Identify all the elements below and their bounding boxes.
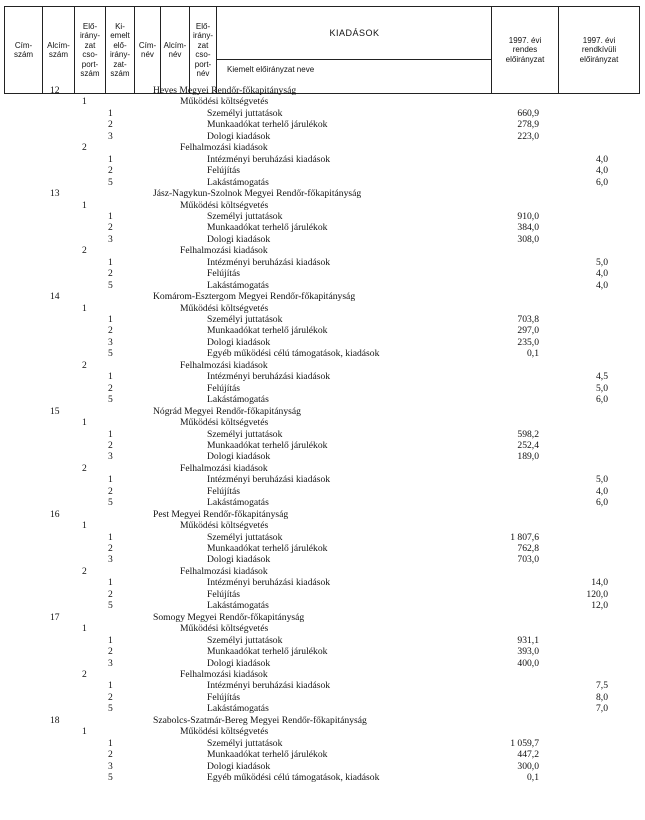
rendes-eloiranyzat-value: 910,0 — [517, 210, 539, 222]
table-row — [0, 325, 645, 336]
alcim-szam: 1 — [82, 623, 87, 635]
table-row — [0, 509, 645, 520]
table-row — [0, 703, 645, 714]
rendes-eloiranyzat-value: 384,0 — [517, 222, 539, 234]
rendkivuli-eloiranyzat-value: 5,0 — [596, 382, 608, 394]
rendes-eloiranyzat-value: 598,2 — [517, 428, 539, 440]
table-row — [0, 497, 645, 508]
rendes-eloiranyzat-value: 300,0 — [517, 760, 539, 772]
header-kiemelt-eloiranyzat-neve: Kiemelt előirányzat neve — [227, 65, 315, 74]
cim-szam: 17 — [50, 611, 60, 623]
table-row — [0, 165, 645, 176]
row-label: Felújítás — [207, 691, 241, 703]
row-label: Felújítás — [207, 588, 241, 600]
table-row — [0, 142, 645, 153]
kiemelt-eloiranyzat-szam: 2 — [108, 268, 113, 280]
alcim-szam: 1 — [82, 726, 87, 738]
alcim-szam: 2 — [82, 565, 87, 577]
table-row — [0, 394, 645, 405]
row-label: Működési költségvetés — [180, 623, 269, 635]
row-label: Lakástámogatás — [207, 600, 269, 612]
row-label: Egyéb működési célú támogatások, kiadások — [207, 772, 380, 783]
cim-szam: 18 — [50, 714, 60, 726]
kiemelt-eloiranyzat-szam: 2 — [108, 222, 113, 234]
table-row — [0, 612, 645, 623]
kiemelt-eloiranyzat-szam: 1 — [108, 737, 113, 749]
rendes-eloiranyzat-value: 447,2 — [517, 749, 539, 761]
table-row — [0, 154, 645, 165]
table-row — [0, 451, 645, 462]
kiemelt-eloiranyzat-szam: 1 — [108, 314, 113, 325]
rendkivuli-eloiranyzat-value: 4,0 — [596, 165, 608, 177]
table-row — [0, 658, 645, 669]
row-label: Pest Megyei Rendőr-főkapitányság — [153, 508, 289, 520]
table-row — [0, 761, 645, 772]
row-label: Lakástámogatás — [207, 176, 269, 188]
row-label: Munkaadókat terhelő járulékok — [207, 749, 328, 761]
rendes-eloiranyzat-value: 308,0 — [517, 233, 539, 245]
row-label: Munkaadókat terhelő járulékok — [207, 119, 328, 131]
kiemelt-eloiranyzat-szam: 3 — [108, 336, 113, 348]
kiemelt-eloiranyzat-szam: 5 — [108, 176, 113, 188]
row-label: Munkaadókat terhelő járulékok — [207, 439, 328, 451]
row-label: Felhalmozási kiadások — [180, 142, 268, 154]
kiemelt-eloiranyzat-szam: 2 — [108, 119, 113, 131]
kiemelt-eloiranyzat-szam: 2 — [108, 646, 113, 658]
table-row — [0, 337, 645, 348]
row-label: Egyéb működési célú támogatások, kiadások — [207, 348, 380, 360]
rendes-eloiranyzat-value: 703,0 — [517, 554, 539, 566]
row-label: Működési költségvetés — [180, 302, 269, 314]
kiemelt-eloiranyzat-szam: 5 — [108, 497, 113, 509]
kiemelt-eloiranyzat-szam: 3 — [108, 233, 113, 245]
row-label: Lakástámogatás — [207, 497, 269, 509]
cim-szam: 15 — [50, 405, 60, 417]
table-row — [0, 738, 645, 749]
kiemelt-eloiranyzat-szam: 1 — [108, 428, 113, 440]
table-row — [0, 577, 645, 588]
kiemelt-eloiranyzat-szam: 1 — [108, 680, 113, 692]
table-row — [0, 440, 645, 451]
row-label: Dologi kiadások — [207, 451, 271, 463]
rendkivuli-eloiranyzat-value: 12,0 — [591, 600, 608, 612]
row-label: Dologi kiadások — [207, 233, 271, 245]
table-row — [0, 303, 645, 314]
table-row — [0, 429, 645, 440]
kiemelt-eloiranyzat-szam: 1 — [108, 153, 113, 165]
row-label: Jász-Nagykun-Szolnok Megyei Rendőr-főkapitányság — [153, 188, 362, 200]
rendkivuli-eloiranyzat-value: 7,5 — [596, 680, 608, 692]
row-label: Heves Megyei Rendőr-főkapitányság — [153, 85, 297, 96]
alcim-szam: 1 — [82, 302, 87, 314]
cim-szam: 13 — [50, 188, 60, 200]
kiemelt-eloiranyzat-szam: 2 — [108, 485, 113, 497]
table-row — [0, 566, 645, 577]
row-label: Dologi kiadások — [207, 336, 271, 348]
row-label: Személyi juttatások — [207, 428, 283, 440]
table-row — [0, 635, 645, 646]
kiemelt-eloiranyzat-szam: 5 — [108, 279, 113, 291]
rendkivuli-eloiranyzat-value: 4,0 — [596, 268, 608, 280]
table-row — [0, 463, 645, 474]
table-row — [0, 532, 645, 543]
kiemelt-eloiranyzat-szam: 1 — [108, 531, 113, 543]
row-label: Nógrád Megyei Rendőr-főkapitányság — [153, 405, 301, 417]
table-row — [0, 245, 645, 256]
rendes-eloiranyzat-value: 189,0 — [517, 451, 539, 463]
header-eloiranyzat-csoport-nev: Elő- irány- zat cso- port- név — [190, 7, 217, 93]
table-row — [0, 749, 645, 760]
header-eloiranyzat-csoport-szam: Elő- irány- zat cso- port- szám — [75, 7, 106, 93]
table-row — [0, 257, 645, 268]
kiemelt-eloiranyzat-szam: 5 — [108, 348, 113, 360]
kiemelt-eloiranyzat-szam: 1 — [108, 634, 113, 646]
table-row — [0, 371, 645, 382]
rendkivuli-eloiranyzat-value: 4,0 — [596, 153, 608, 165]
kiemelt-eloiranyzat-szam: 2 — [108, 543, 113, 554]
row-label: Működési költségvetés — [180, 726, 269, 738]
table-row — [0, 417, 645, 428]
table-row — [0, 268, 645, 279]
kiemelt-eloiranyzat-szam: 5 — [108, 772, 113, 783]
row-label: Szabolcs-Szatmár-Bereg Megyei Rendőr-főkapitányság — [153, 714, 367, 726]
row-label: Személyi juttatások — [207, 634, 283, 646]
row-label: Felhalmozási kiadások — [180, 245, 268, 257]
table-row — [0, 314, 645, 325]
table-row — [0, 715, 645, 726]
cim-szam: 12 — [50, 85, 60, 96]
kiemelt-eloiranyzat-szam: 2 — [108, 325, 113, 337]
row-label: Intézményi beruházási kiadások — [207, 474, 331, 486]
table-row — [0, 474, 645, 485]
rendkivuli-eloiranyzat-value: 120,0 — [586, 588, 608, 600]
rendes-eloiranyzat-value: 393,0 — [517, 646, 539, 658]
table-row — [0, 772, 645, 783]
row-label: Felhalmozási kiadások — [180, 668, 268, 680]
rendes-eloiranyzat-value: 0,1 — [527, 772, 539, 783]
row-label: Személyi juttatások — [207, 531, 283, 543]
table-row — [0, 623, 645, 634]
table-row — [0, 600, 645, 611]
kiemelt-eloiranyzat-szam: 5 — [108, 703, 113, 715]
row-label: Dologi kiadások — [207, 554, 271, 566]
row-label: Intézményi beruházási kiadások — [207, 371, 331, 383]
rendkivuli-eloiranyzat-value: 8,0 — [596, 691, 608, 703]
table-row — [0, 692, 645, 703]
rendes-eloiranyzat-value: 235,0 — [517, 336, 539, 348]
table-row — [0, 543, 645, 554]
rendkivuli-eloiranyzat-value: 14,0 — [591, 577, 608, 589]
kiemelt-eloiranyzat-szam: 5 — [108, 600, 113, 612]
kiemelt-eloiranyzat-szam: 3 — [108, 760, 113, 772]
rendes-eloiranyzat-value: 400,0 — [517, 657, 539, 669]
kiemelt-eloiranyzat-szam: 2 — [108, 691, 113, 703]
alcim-szam: 2 — [82, 142, 87, 154]
row-label: Személyi juttatások — [207, 210, 283, 222]
rendes-eloiranyzat-value: 703,8 — [517, 314, 539, 325]
row-label: Felhalmozási kiadások — [180, 565, 268, 577]
kiemelt-eloiranyzat-szam: 3 — [108, 451, 113, 463]
rendes-eloiranyzat-value: 762,8 — [517, 543, 539, 554]
table-row — [0, 520, 645, 531]
row-label: Dologi kiadások — [207, 760, 271, 772]
row-label: Munkaadókat terhelő járulékok — [207, 325, 328, 337]
table-row — [0, 131, 645, 142]
rendkivuli-eloiranyzat-value: 7,0 — [596, 703, 608, 715]
table-row — [0, 348, 645, 359]
row-label: Működési költségvetés — [180, 417, 269, 429]
row-label: Dologi kiadások — [207, 657, 271, 669]
row-label: Lakástámogatás — [207, 394, 269, 406]
alcim-szam: 1 — [82, 417, 87, 429]
rendkivuli-eloiranyzat-value: 4,0 — [596, 279, 608, 291]
kiemelt-eloiranyzat-szam: 2 — [108, 382, 113, 394]
header-kiadasok: KIADÁSOK — [329, 28, 380, 38]
row-label: Felújítás — [207, 165, 241, 177]
header-rendkivuli-eloiranyzat: 1997. évi rendkívüli előirányzat — [579, 35, 619, 64]
row-label: Munkaadókat terhelő járulékok — [207, 646, 328, 658]
table-row — [0, 726, 645, 737]
rendkivuli-eloiranyzat-value: 4,0 — [596, 485, 608, 497]
table-row — [0, 200, 645, 211]
header-alcim-szam: Alcím- szám — [43, 7, 75, 93]
header-cim-nev: Cím- név — [135, 7, 161, 93]
row-label: Személyi juttatások — [207, 314, 283, 325]
alcim-szam: 2 — [82, 245, 87, 257]
table-row — [0, 119, 645, 130]
alcim-szam: 1 — [82, 96, 87, 108]
table-row — [0, 188, 645, 199]
row-label: Munkaadókat terhelő járulékok — [207, 543, 328, 554]
kiemelt-eloiranyzat-szam: 2 — [108, 439, 113, 451]
kiemelt-eloiranyzat-szam: 2 — [108, 588, 113, 600]
table-header — [4, 6, 640, 94]
alcim-szam: 1 — [82, 199, 87, 211]
row-label: Intézményi beruházási kiadások — [207, 577, 331, 589]
kiemelt-eloiranyzat-szam: 1 — [108, 107, 113, 119]
rendkivuli-eloiranyzat-value: 6,0 — [596, 176, 608, 188]
kiemelt-eloiranyzat-szam: 5 — [108, 394, 113, 406]
rendes-eloiranyzat-value: 931,1 — [517, 634, 539, 646]
table-row — [0, 554, 645, 565]
table-row — [0, 406, 645, 417]
row-label: Komárom-Esztergom Megyei Rendőr-főkapitányság — [153, 291, 356, 303]
rendkivuli-eloiranyzat-value: 5,0 — [596, 256, 608, 268]
table-row — [0, 211, 645, 222]
row-label: Felújítás — [207, 382, 241, 394]
table-row — [0, 177, 645, 188]
alcim-szam: 2 — [82, 359, 87, 371]
header-kiemelt-eloiranyzat-szam: Ki- emelt elő- irány- zat- szám — [106, 7, 135, 93]
row-label: Személyi juttatások — [207, 107, 283, 119]
rendes-eloiranyzat-value: 223,0 — [517, 130, 539, 142]
kiemelt-eloiranyzat-szam: 1 — [108, 210, 113, 222]
row-label: Intézményi beruházási kiadások — [207, 153, 331, 165]
row-label: Felhalmozási kiadások — [180, 359, 268, 371]
kiemelt-eloiranyzat-szam: 3 — [108, 130, 113, 142]
kiemelt-eloiranyzat-szam: 3 — [108, 657, 113, 669]
header-divider — [217, 59, 492, 60]
header-cim-szam: Cím- szám — [5, 7, 43, 93]
table-row — [0, 589, 645, 600]
table-row — [0, 646, 645, 657]
table-row — [0, 222, 645, 233]
rendkivuli-eloiranyzat-value: 6,0 — [596, 394, 608, 406]
row-label: Intézményi beruházási kiadások — [207, 256, 331, 268]
table-row — [0, 486, 645, 497]
table-row — [0, 96, 645, 107]
table-row — [0, 291, 645, 302]
row-label: Működési költségvetés — [180, 96, 269, 108]
rendes-eloiranyzat-value: 252,4 — [517, 439, 539, 451]
rendes-eloiranyzat-value: 278,9 — [517, 119, 539, 131]
rendkivuli-eloiranyzat-value: 4,5 — [596, 371, 608, 383]
alcim-szam: 2 — [82, 668, 87, 680]
table-row — [0, 234, 645, 245]
kiemelt-eloiranyzat-szam: 1 — [108, 256, 113, 268]
row-label: Felhalmozási kiadások — [180, 462, 268, 474]
row-label: Lakástámogatás — [207, 279, 269, 291]
row-label: Intézményi beruházási kiadások — [207, 680, 331, 692]
table-row — [0, 108, 645, 119]
header-rendes-eloiranyzat: 1997. évi rendes előirányzat — [492, 7, 559, 93]
table-row — [0, 85, 645, 96]
rendes-eloiranyzat-value: 297,0 — [517, 325, 539, 337]
rendes-eloiranyzat-value: 0,1 — [527, 348, 539, 360]
rendes-eloiranyzat-value: 1 807,6 — [510, 531, 539, 543]
table-row — [0, 680, 645, 691]
row-label: Személyi juttatások — [207, 737, 283, 749]
row-label: Munkaadókat terhelő járulékok — [207, 222, 328, 234]
cim-szam: 14 — [50, 291, 60, 303]
row-label: Lakástámogatás — [207, 703, 269, 715]
alcim-szam: 1 — [82, 520, 87, 532]
kiemelt-eloiranyzat-szam: 2 — [108, 165, 113, 177]
table-row — [0, 280, 645, 291]
table-row — [0, 383, 645, 394]
row-label: Működési költségvetés — [180, 199, 269, 211]
alcim-szam: 2 — [82, 462, 87, 474]
rendes-eloiranyzat-value: 1 059,7 — [510, 737, 539, 749]
kiemelt-eloiranyzat-szam: 1 — [108, 474, 113, 486]
table-row — [0, 669, 645, 680]
rendes-eloiranyzat-value: 660,9 — [517, 107, 539, 119]
header-alcim-nev: Alcím- név — [161, 7, 190, 93]
rendkivuli-eloiranyzat-value: 5,0 — [596, 474, 608, 486]
row-label: Felújítás — [207, 268, 241, 280]
row-label: Somogy Megyei Rendőr-főkapitányság — [153, 611, 305, 623]
row-label: Dologi kiadások — [207, 130, 271, 142]
kiemelt-eloiranyzat-szam: 1 — [108, 577, 113, 589]
rendkivuli-eloiranyzat-value: 6,0 — [596, 497, 608, 509]
cim-szam: 16 — [50, 508, 60, 520]
row-label: Működési költségvetés — [180, 520, 269, 532]
row-label: Felújítás — [207, 485, 241, 497]
kiemelt-eloiranyzat-szam: 1 — [108, 371, 113, 383]
kiemelt-eloiranyzat-szam: 3 — [108, 554, 113, 566]
table-row — [0, 360, 645, 371]
kiemelt-eloiranyzat-szam: 2 — [108, 749, 113, 761]
